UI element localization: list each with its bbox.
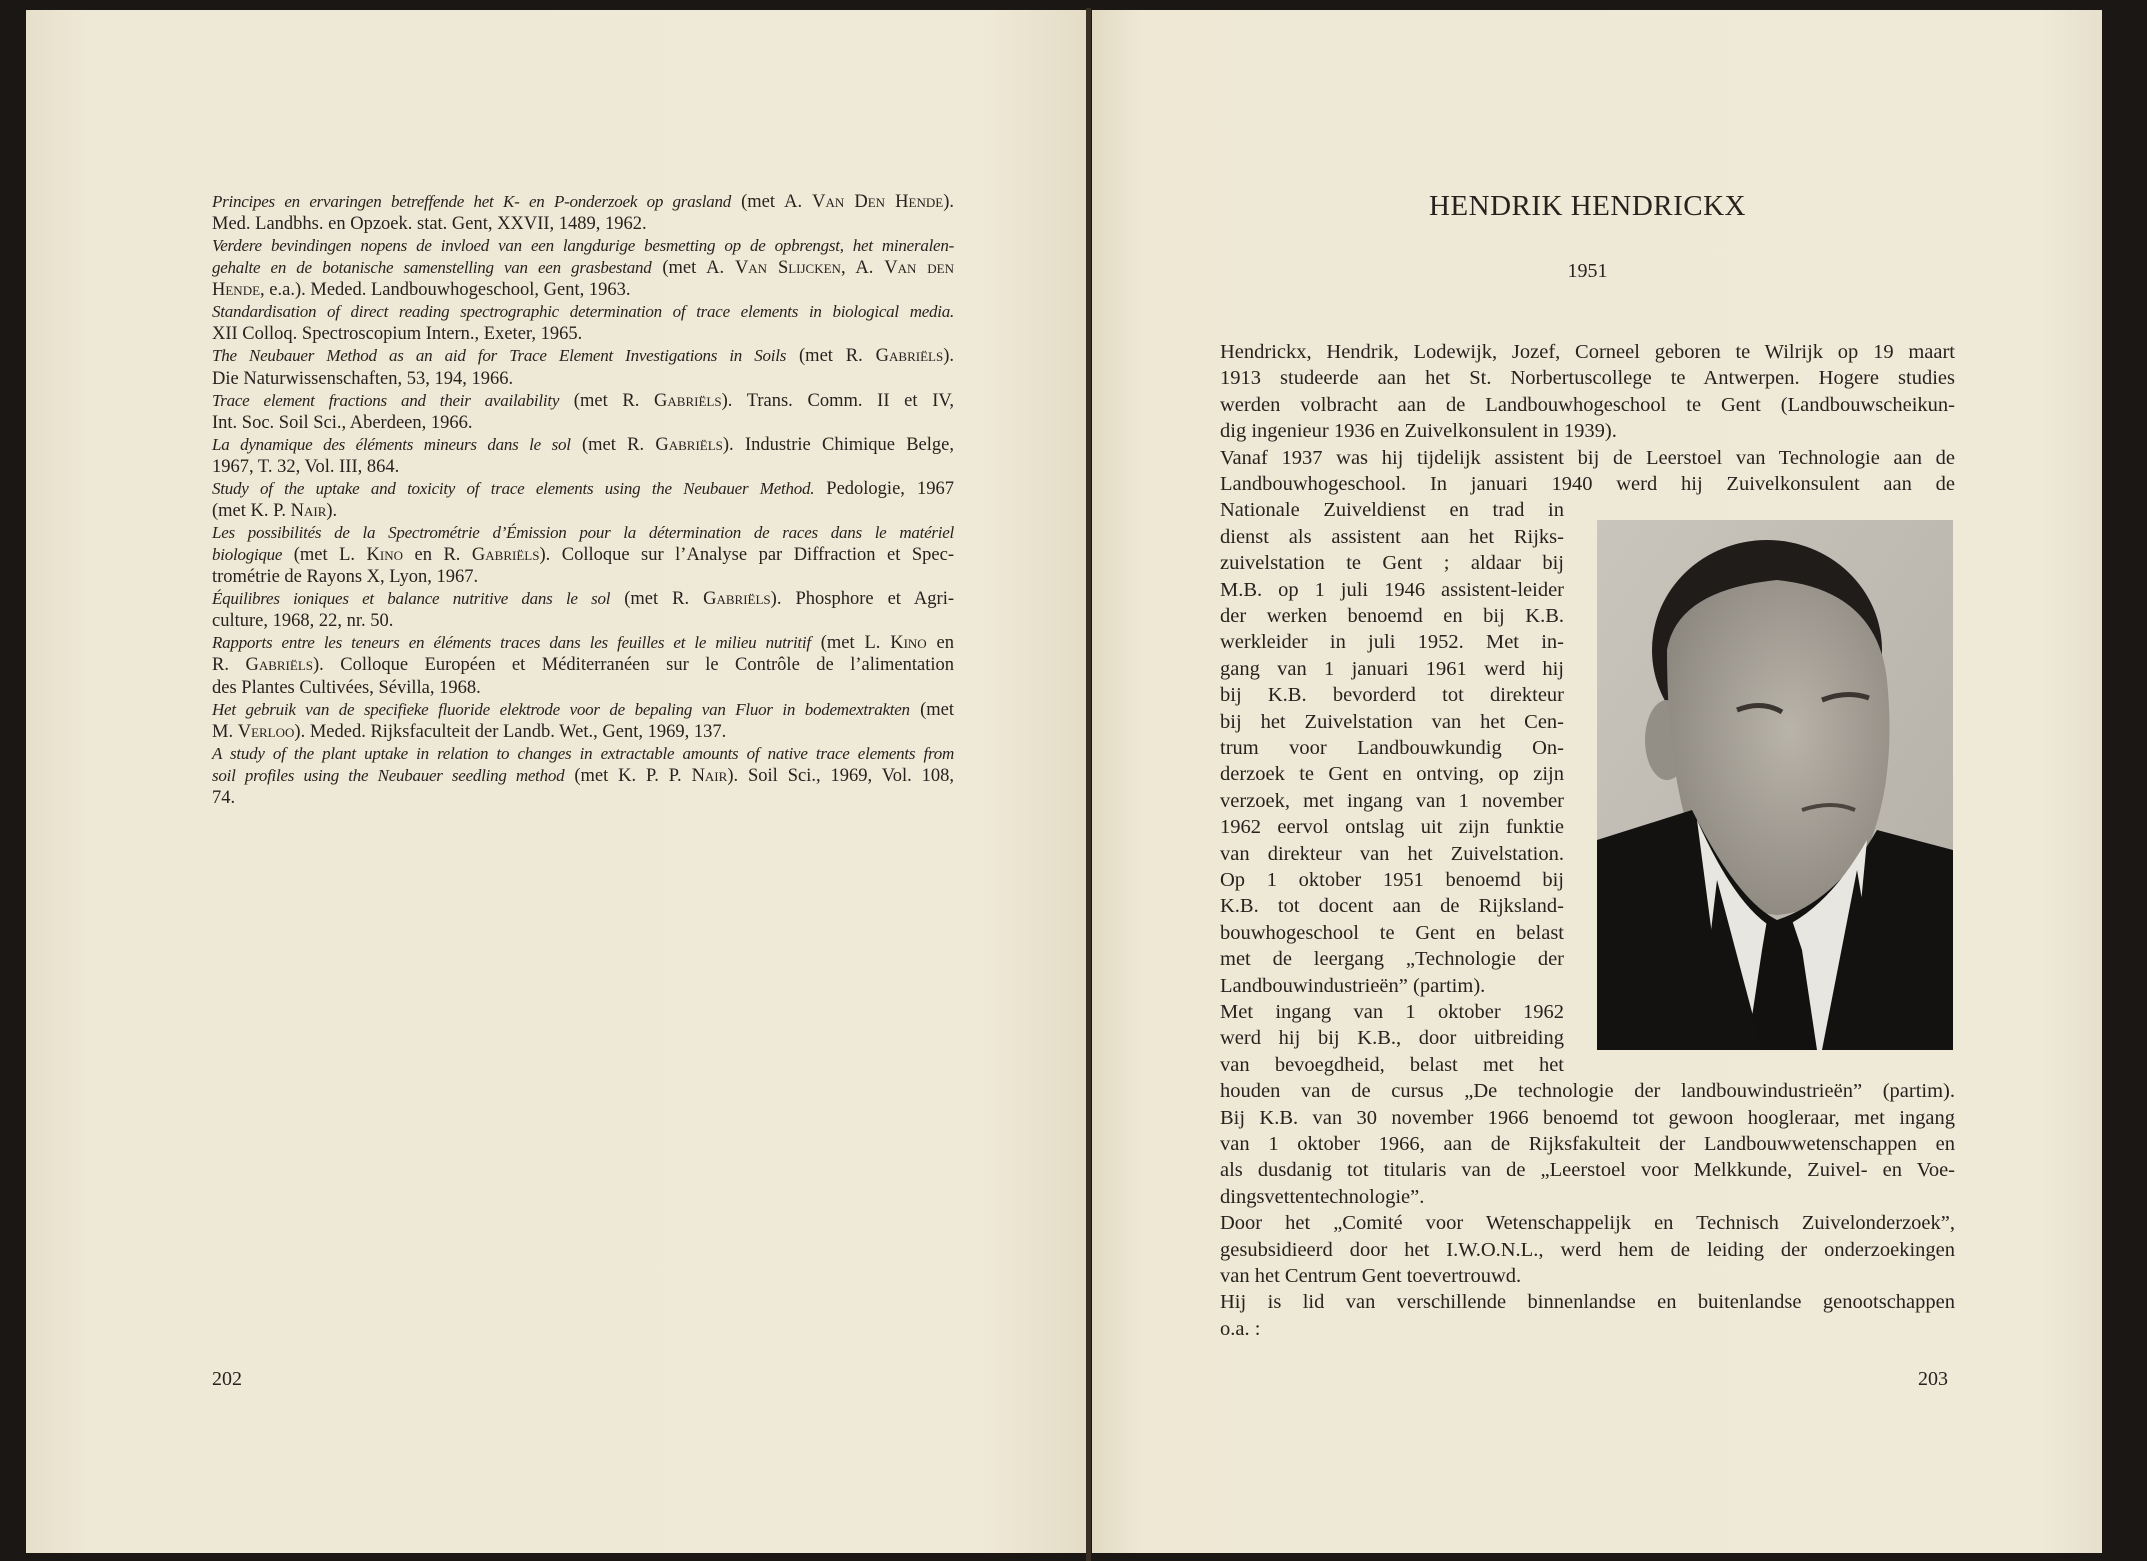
biography-line: werd hij bij K.B., door uitbreiding xyxy=(1220,1027,1564,1050)
citation-text: (met R. xyxy=(610,589,704,610)
page-number-right: 203 xyxy=(1918,1368,1948,1390)
citation-text: R. xyxy=(212,655,246,676)
bibliography-line xyxy=(212,323,954,345)
biography-line: Landbouwhogeschool. In januari 1940 werd hij Zuivelkonsulent aan de xyxy=(1220,473,1955,495)
citation-text: culture, 1968, 22, nr. 50. xyxy=(212,611,394,632)
bibliography-line xyxy=(212,721,954,743)
citation-text: ). Soil Sci., 1969, Vol. 108, xyxy=(727,765,954,786)
biography-line: Door het „Comité voor Wetenschappelijk en Technisch Zuivelonderzoek”, xyxy=(1220,1212,1955,1235)
citation-text: en xyxy=(926,633,955,654)
citation-text: (met K. P. P. xyxy=(564,765,692,786)
bibliography-line xyxy=(212,478,954,500)
author-name: Kino xyxy=(890,633,927,654)
author-name: Gabriëls xyxy=(655,434,723,455)
publication-title: Trace element fractions and their availability xyxy=(212,390,560,410)
biography-line: 1913 studeerde aan het St. Norbertuscollege te Antwerpen. Hogere studies xyxy=(1220,367,1955,390)
biography-year: 1951 xyxy=(1567,260,1608,282)
citation-text: (met A. xyxy=(731,192,813,212)
publication-title: gehalte en de botanische samenstelling van een grasbestand xyxy=(212,258,652,278)
citation-text: M. xyxy=(212,721,238,742)
citation-text: des Plantes Cultivées, Sévilla, 1968. xyxy=(212,677,481,698)
bibliography-line xyxy=(212,743,954,765)
biography-line: Met ingang van 1 oktober 1962 xyxy=(1220,1001,1564,1023)
biography-line: gesubsidieerd door het I.W.O.N.L., werd hem de leiding der onderzoekingen xyxy=(1220,1238,1955,1261)
bibliography-line xyxy=(212,390,954,412)
bibliography-line xyxy=(212,235,954,257)
biography-line: van bevoegdheid, belast met het xyxy=(1220,1053,1564,1076)
biography-line: werden volbracht aan de Landbouwhogeschool te Gent (Landbouwscheikun- xyxy=(1220,393,1955,416)
biography-line: trum voor Landbouwkundig On- xyxy=(1220,737,1564,759)
biography-line: met de leergang „Technologie der xyxy=(1220,948,1564,971)
citation-text: (met R. xyxy=(786,346,876,367)
biography-line: zuivelstation te Gent ; aldaar bij xyxy=(1220,552,1564,575)
biography-line: o.a. : xyxy=(1220,1317,1261,1340)
citation-text: , e.a.). Meded. Landbouwhogeschool, Gent, 1963. xyxy=(260,280,631,301)
citation-text: Pedologie, 1967 xyxy=(814,478,954,499)
publication-title: Study of the uptake and toxicity of trace elements using the Neubauer Method. xyxy=(212,478,815,498)
citation-text: , A. xyxy=(840,258,885,279)
citation-text: ). xyxy=(943,192,954,212)
page-number-left: 202 xyxy=(212,1368,242,1390)
bibliography-line xyxy=(212,456,954,478)
citation-text: ). xyxy=(943,346,954,367)
biography-title: HENDRIK HENDRICKX xyxy=(1428,190,1746,222)
citation-text: ). Colloque Européen et Méditerranéen sur le Contrôle de l’alimentation xyxy=(312,655,954,676)
biography-line: Nationale Zuiveldienst en trad in xyxy=(1220,499,1564,522)
citation-text: (met A. xyxy=(651,258,735,279)
biography-line: K.B. tot docent aan de Rijksland- xyxy=(1220,895,1564,918)
biography-line: Hij is lid van verschillende binnenlandse en buitenlandse genootschappen xyxy=(1220,1291,1955,1314)
bibliography-line xyxy=(212,257,954,279)
biography-line: bij het Zuivelstation van het Cen- xyxy=(1220,710,1564,733)
bibliography-line xyxy=(212,191,954,213)
author-name: Van Den Hende xyxy=(812,192,944,212)
biography-line: houden van de cursus „De technologie der landbouwindustrieën” (partim). xyxy=(1220,1080,1955,1103)
biography-line: der werken benoemd en bij K.B. xyxy=(1220,605,1564,627)
citation-text: Med. Landbhs. en Opzoek. stat. Gent, XXVII, 1489, 1962. xyxy=(212,214,647,235)
publication-title: Équilibres ioniques et balance nutritive dans le sol xyxy=(212,589,611,609)
citation-text: Int. Soc. Soil Sci., Aberdeen, 1966. xyxy=(212,412,473,433)
publication-title: Les possibilités de la Spectrométrie d’Émission pour la détermination de races dans le matériel xyxy=(212,523,954,543)
publication-title: A study of the plant uptake in relation to changes in extractable amounts of native trace elements from xyxy=(212,743,954,763)
biography-line: 1962 eervol ontslag uit zijn funktie xyxy=(1220,816,1564,839)
biography-line: gang van 1 januari 1961 werd hij xyxy=(1220,657,1564,680)
bibliography-line xyxy=(212,279,954,301)
bibliography-line xyxy=(212,368,954,390)
publication-title: Verdere bevindingen nopens de invloed van een langdurige besmetting op de opbrengst, het mineralen- xyxy=(212,236,954,256)
citation-text: ). Industrie Chimique Belge, xyxy=(722,434,954,455)
publication-title: The Neubauer Method as an aid for Trace Element Investigations in Soils xyxy=(212,346,787,366)
author-name: Nair xyxy=(691,765,728,786)
publication-title: La dynamique des éléments mineurs dans le sol xyxy=(212,434,571,454)
book-gutter xyxy=(1086,8,1091,1561)
bibliography-line xyxy=(212,677,954,699)
citation-text: (met R. xyxy=(570,434,656,455)
citation-text: trométrie de Rayons X, Lyon, 1967. xyxy=(212,567,479,588)
author-name: Van den xyxy=(884,258,955,279)
biography-line: Landbouwindustrieën” (partim). xyxy=(1220,974,1486,997)
bibliography-line xyxy=(212,345,954,367)
citation-text: en R. xyxy=(403,545,472,566)
author-name: Kino xyxy=(366,545,403,566)
citation-text: ). Meded. Rijksfaculteit der Landb. Wet., Gent, 1969, 137. xyxy=(294,721,727,742)
bibliography-line xyxy=(212,787,954,809)
biography-line: derzoek te Gent en ontving, op zijn xyxy=(1220,763,1564,786)
citation-text: Die Naturwissenschaften, 53, 194, 1966. xyxy=(212,368,514,389)
biography-line: van 1 oktober 1966, aan de Rijksfakulteit der Landbouwwetenschappen en xyxy=(1220,1133,1955,1155)
citation-text: 1967, T. 32, Vol. III, 864. xyxy=(212,456,400,477)
bibliography-line xyxy=(212,588,954,610)
publication-title: soil profiles using the Neubauer seedling method xyxy=(212,765,565,785)
citation-text: (met L. xyxy=(282,545,367,566)
citation-text: ). Colloque sur l’Analyse par Diffraction et Spec- xyxy=(539,545,955,566)
author-name: Verloo xyxy=(237,721,295,742)
biography-line: Bij K.B. van 30 november 1966 benoemd tot gewoon hoogleraar, met ingang xyxy=(1220,1106,1955,1129)
bibliography-line xyxy=(212,544,954,566)
citation-text: ). xyxy=(326,500,338,521)
bibliography-line xyxy=(212,434,954,456)
bibliography-line xyxy=(212,500,954,522)
biography-line: dingsvettentechnologie”. xyxy=(1220,1185,1425,1208)
bibliography-line xyxy=(212,632,954,654)
author-name: Gabriëls xyxy=(875,346,944,367)
citation-text: (met K. P. xyxy=(212,500,291,521)
author-name: Nair xyxy=(290,500,327,521)
biography-line: dienst als assistent aan het Rijks- xyxy=(1220,525,1564,548)
biography-line: Hendrickx, Hendrik, Lodewijk, Jozef, Corneel geboren te Wilrijk op 19 maart xyxy=(1220,341,1955,363)
portrait-photo xyxy=(1597,520,1953,1050)
bibliography-line xyxy=(212,654,954,676)
biography-line: Vanaf 1937 was hij tijdelijk assistent bij de Leerstoel van Technologie aan de xyxy=(1220,446,1955,469)
biography-line: Op 1 oktober 1951 benoemd bij xyxy=(1220,869,1564,891)
bibliography-line xyxy=(212,522,954,544)
publication-title: Principes en ervaringen betreffende het K- en P-onderzoek op grasland xyxy=(212,192,732,211)
bibliography-line xyxy=(212,765,954,787)
author-name: Van Slijcken xyxy=(734,258,841,279)
bibliography-line xyxy=(212,610,954,632)
author-name: Gabriëls xyxy=(654,390,722,411)
biography-line: als dusdanig tot titularis van de „Leerstoel voor Melkkunde, Zuivel- en Voe- xyxy=(1220,1159,1955,1182)
citation-text: 74. xyxy=(212,787,236,808)
citation-text: ). Phosphore et Agri- xyxy=(770,589,954,610)
publication-title: Standardisation of direct reading spectrographic determination of trace elements in biological media. xyxy=(212,302,954,322)
bibliography-line xyxy=(212,213,954,235)
biography-line: verzoek, met ingang van 1 november xyxy=(1220,789,1564,812)
biography-line: werkleider in juli 1952. Met in- xyxy=(1220,631,1564,654)
publication-title: Het gebruik van de specifieke fluoride elektrode voor de bepaling van Fluor in bodemextrakten xyxy=(212,699,910,719)
bibliography-line xyxy=(212,566,954,588)
biography-line: bij K.B. bevorderd tot direkteur xyxy=(1220,684,1564,707)
biography-line: bouwhogeschool te Gent en belast xyxy=(1220,921,1564,944)
biography-line: van direkteur van het Zuivelstation. xyxy=(1220,842,1564,865)
bibliography-line xyxy=(212,699,954,721)
bibliography-line xyxy=(212,412,954,434)
author-name: Gabriëls xyxy=(245,655,313,676)
author-name: Gabriëls xyxy=(703,589,771,610)
publication-title: Rapports entre les teneurs en éléments traces dans les feuilles et le milieu nutritif xyxy=(212,633,811,653)
publication-title: biologique xyxy=(212,545,283,565)
citation-text: ). Trans. Comm. II et IV, xyxy=(721,390,954,411)
citation-text: (met R. xyxy=(559,390,655,411)
citation-text: XII Colloq. Spectroscopium Intern., Exeter, 1965. xyxy=(212,324,583,345)
biography-line: M.B. op 1 juli 1946 assistent-leider xyxy=(1220,578,1564,601)
citation-text: (met L. xyxy=(810,633,891,654)
author-name: Hende xyxy=(212,280,261,301)
biography-line: van het Centrum Gent toevertrouwd. xyxy=(1220,1265,1522,1287)
biography-line: dig ingenieur 1936 en Zuivelkonsulent in 1939). xyxy=(1220,420,1617,443)
author-name: Gabriëls xyxy=(471,545,540,566)
bibliography-line xyxy=(212,301,954,323)
citation-text: (met xyxy=(909,699,954,720)
